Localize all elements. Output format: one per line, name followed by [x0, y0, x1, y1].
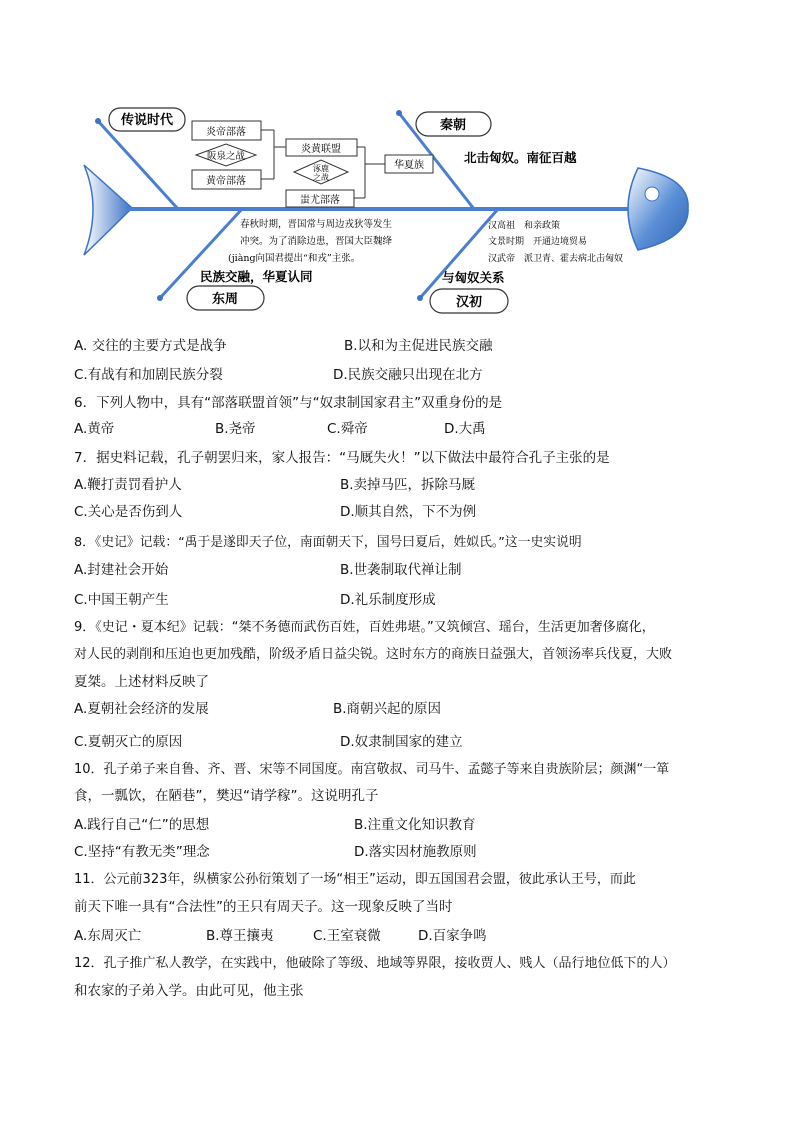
han-note-line-3: 汉武帝 派卫青、霍去病北击匈奴	[488, 254, 624, 264]
han-note-line-2: 文景时期 开通边境贸易	[488, 237, 588, 247]
q8-option-a: A.封建社会开始	[74, 562, 169, 578]
han-note-line-1: 汉高祖 和亲政策	[488, 221, 561, 231]
q7-option-d: D.顺其自然，下不为例	[340, 504, 477, 520]
qin-text: 北击匈奴。南征百越	[464, 150, 577, 165]
box-yandi-text: 炎帝部落	[206, 127, 246, 138]
label-hanchu: 汉初	[455, 295, 483, 310]
label-dongzhou: 东周	[211, 292, 239, 307]
q10-stem-line-2: 食，一瓢饮，在陋巷”，樊迟“请学稼”。这说明孔子	[74, 788, 379, 804]
q8-option-d: D.礼乐制度形成	[340, 592, 436, 608]
label-qin: 秦朝	[439, 118, 467, 133]
box-yanhuang-text: 炎黄联盟	[301, 144, 341, 155]
q6-stem: 6．下列人物中，具有“部落联盟首领”与“奴隶制国家君主”双重身份的是	[74, 395, 503, 411]
q6-option-c: C.舜帝	[327, 421, 368, 437]
diamond-banquan-text: 阪泉之战	[206, 151, 246, 162]
q10-option-b: B.注重文化知识教育	[354, 817, 476, 833]
fishbone-diagram	[0, 0, 793, 330]
q5-option-d: D.民族交融只出现在北方	[333, 367, 483, 383]
diamond-zhuolu-text-1: 涿鹿	[313, 164, 329, 173]
fish-head	[628, 168, 688, 250]
dongzhou-caption: 民族交融，华夏认同	[200, 269, 313, 284]
q12-stem-line-1: 12．孔子推广私人教学，在实践中，他破除了等级、地域等界限，接收贾人、贱人（品行地位低下的人）	[74, 956, 676, 971]
dongzhou-note-line-3: (jiàng向国君提出“和戎”主张。	[228, 253, 361, 264]
q7-option-b: B.卖掉马匹，拆除马厩	[340, 477, 476, 493]
q12-stem-line-2: 和农家的子弟入学。由此可见，他主张	[74, 983, 304, 999]
q7-option-c: C.关心是否伤到人	[74, 504, 183, 520]
q11-option-c: C.王室衰微	[313, 928, 381, 944]
bone-end-dot	[417, 295, 423, 301]
q11-option-a: A.东周灭亡	[74, 928, 142, 944]
q11-stem-line-1: 11．公元前323年，纵横家公孙衍策划了一场“相王”运动，即五国国君会盟，彼此承认王号，而此	[74, 872, 636, 887]
q9-option-d: D.奴隶制国家的建立	[340, 734, 463, 750]
q9-option-c: C.夏朝灭亡的原因	[74, 734, 183, 750]
q10-option-c: C.坚持“有教无类”理念	[74, 844, 210, 860]
q6-option-d: D.大禹	[444, 421, 486, 437]
q8-option-c: C.中国王朝产生	[74, 592, 169, 608]
fish-eye	[645, 187, 659, 201]
bone-end-dot	[157, 295, 163, 301]
q5-option-c: C.有战有和加剧民族分裂	[74, 367, 223, 383]
q6-option-a: A.黄帝	[74, 421, 115, 437]
box-huangdi-text: 黄帝部落	[206, 176, 246, 187]
q8-option-b: B.世袭制取代禅让制	[340, 562, 462, 578]
q9-stem-line-1: 9．《史记・夏本纪》记载：“桀不务德而武伤百姓，百姓弗堪。”又筑倾宫、瑶台，生活更加奢侈腐化，	[74, 620, 655, 635]
q8-stem: 8．《史记》记载：“禹于是遂即天子位，南面朝天下，国号曰夏后，姓姒氏。”这一史实说明	[74, 535, 582, 550]
q10-option-d: D.落实因材施教原则	[354, 844, 477, 860]
q11-stem-line-2: 前天下唯一具有“合法性”的王只有周天子。这一现象反映了当时	[74, 899, 453, 915]
q11-option-b: B.尊王攘夷	[206, 928, 274, 944]
bone-end-dot	[396, 110, 402, 116]
q10-stem-line-1: 10．孔子弟子来自鲁、齐、晋、宋等不同国度。南宫敬叔、司马牛、孟懿子等来自贵族阶层；颜渊“一箪	[74, 762, 670, 777]
q7-stem: 7．据史料记载，孔子朝罢归来，家人报告：“马厩失火！”以下做法中最符合孔子主张的是	[74, 450, 610, 466]
q6-option-b: B.尧帝	[215, 421, 256, 437]
han-caption: 与匈奴关系	[442, 270, 505, 285]
box-huaxia-text: 华夏族	[394, 160, 424, 171]
label-legend: 传说时代	[120, 113, 174, 128]
dongzhou-note-line-2: 冲突。为了消除边患，晋国大臣魏绛	[240, 236, 393, 247]
q10-option-a: A.践行自己“仁”的思想	[74, 817, 210, 833]
q9-stem-line-2: 对人民的剥削和压迫也更加残酷，阶级矛盾日益尖锐。这时东方的商族日益强大，首领汤率兵伐夏，大败	[74, 647, 673, 662]
q9-stem-line-3: 夏桀。上述材料反映了	[74, 674, 209, 690]
box-chiyou-text: 蚩尤部落	[300, 195, 340, 206]
fish-tail	[84, 165, 132, 255]
q5-option-a: A. 交往的主要方式是战争	[74, 338, 227, 354]
diamond-zhuolu-text-2: 之战	[313, 173, 329, 182]
q7-option-a: A.鞭打责罚看护人	[74, 477, 182, 493]
q5-option-b: B.以和为主促进民族交融	[344, 338, 493, 354]
q9-option-b: B.商朝兴起的原因	[333, 701, 442, 717]
q11-option-d: D.百家争鸣	[418, 928, 487, 944]
bone-end-dot	[95, 118, 101, 124]
dongzhou-note-line-1: 春秋时期，晋国常与周边戎狄等发生	[240, 219, 393, 230]
q9-option-a: A.夏朝社会经济的发展	[74, 701, 209, 717]
